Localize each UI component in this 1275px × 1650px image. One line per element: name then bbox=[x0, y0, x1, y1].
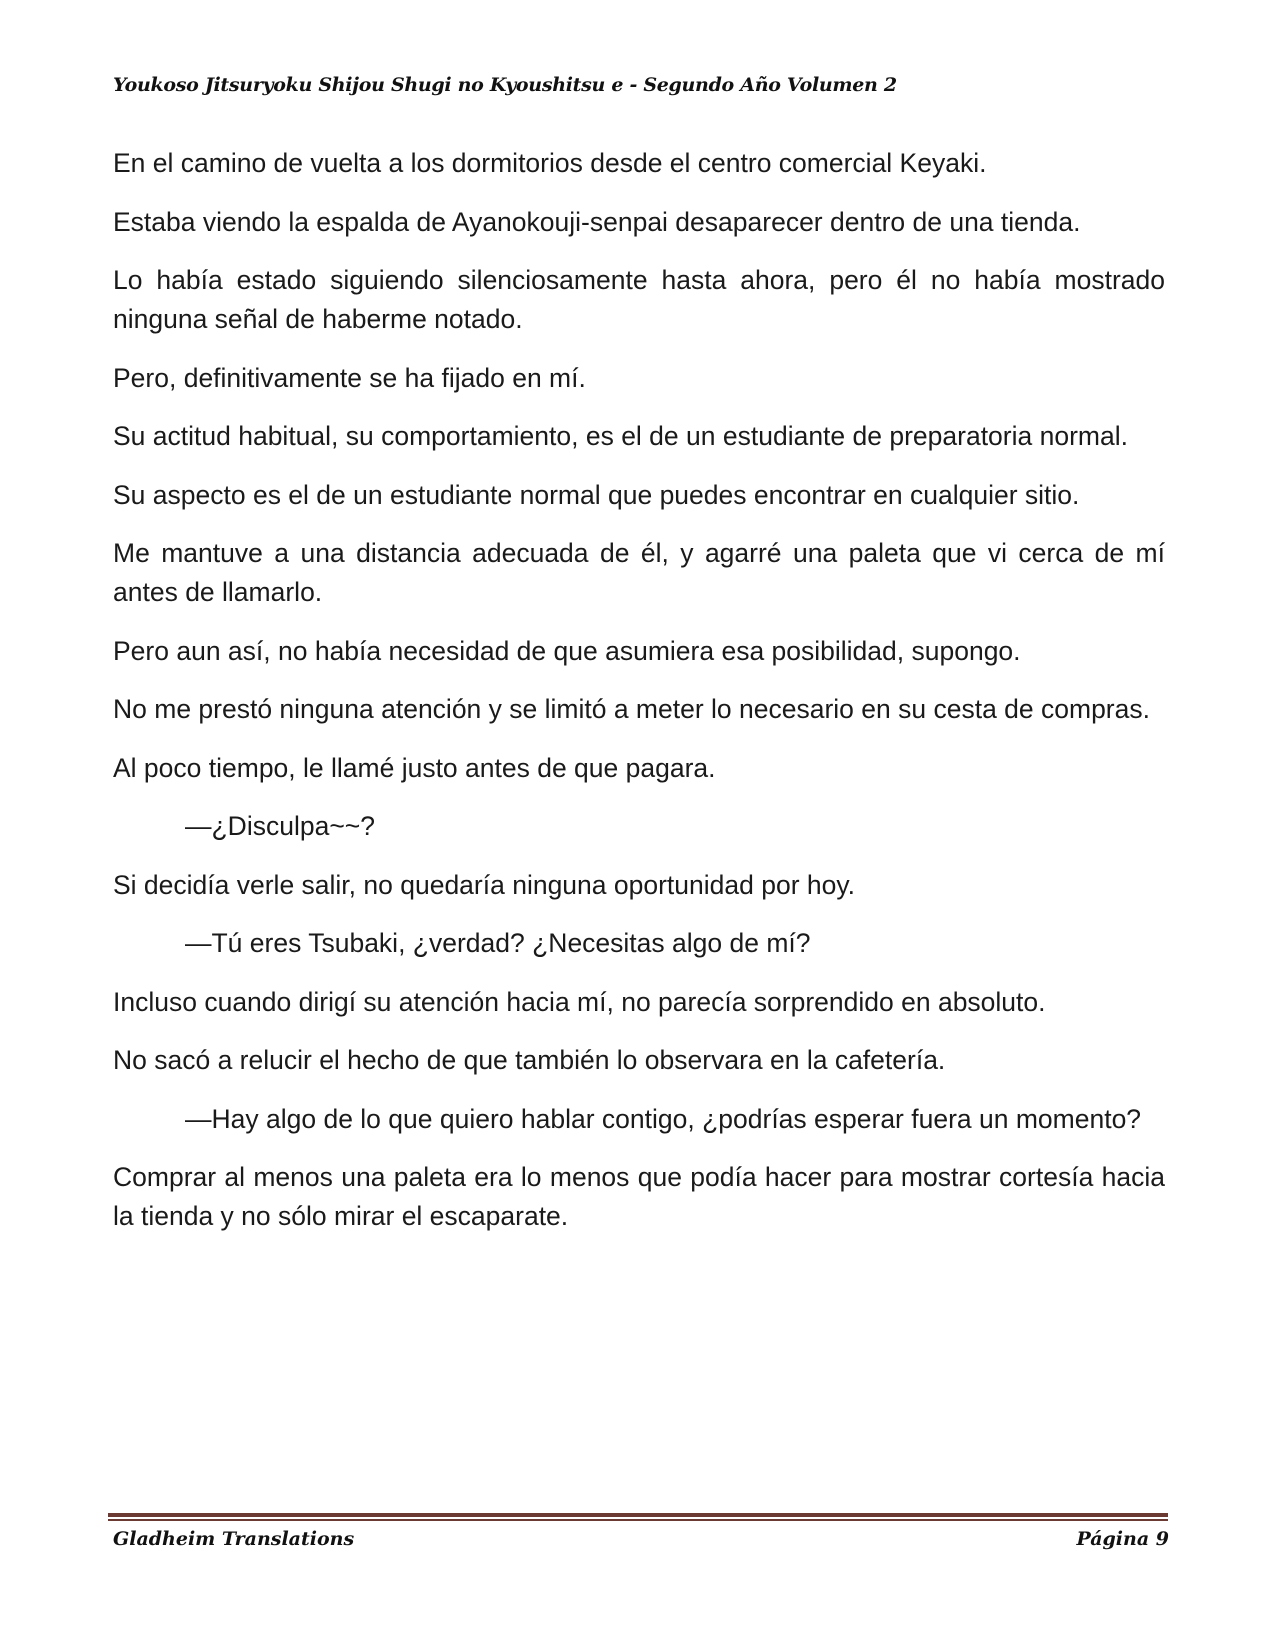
footer-divider-thick-line bbox=[108, 1513, 1168, 1517]
paragraph: Me mantuve a una distancia adecuada de él, y agarré una paleta que vi cerca de mí antes de llamarlo. bbox=[113, 538, 1165, 607]
page-body bbox=[113, 144, 1165, 1256]
dialogue-paragraph: —Hay algo de lo que quiero hablar contigo, ¿podrías esperar fuera un momento? bbox=[185, 1103, 1142, 1134]
paragraph: Su aspecto es el de un estudiante normal que puedes encontrar en cualquier sitio. bbox=[113, 479, 1080, 510]
paragraph: Si decidía verle salir, no quedaría ninguna oportunidad por hoy. bbox=[113, 869, 856, 900]
paragraph: Incluso cuando dirigí su atención hacia mí, no parecía sorprendido en absoluto. bbox=[113, 986, 1046, 1017]
footer-divider-thin-line bbox=[108, 1519, 1168, 1521]
paragraph: Estaba viendo la espalda de Ayanokouji-senpai desaparecer dentro de una tienda. bbox=[113, 206, 1081, 237]
dialogue-paragraph: —¿Disculpa~~? bbox=[185, 811, 376, 841]
paragraph: Pero, definitivamente se ha fijado en mí. bbox=[113, 362, 586, 393]
paragraph: No sacó a relucir el hecho de que también lo observara en la cafetería. bbox=[113, 1045, 946, 1075]
paragraph: Al poco tiempo, le llamé justo antes de que pagara. bbox=[113, 752, 716, 783]
paragraph: Lo había estado siguiendo silenciosamente hasta ahora, pero él no había mostrado ninguna señal de haberme notado. bbox=[113, 265, 1165, 334]
paragraph: Pero aun así, no había necesidad de que asumiera esa posibilidad, supongo. bbox=[113, 635, 1021, 666]
paragraph: Su actitud habitual, su comportamiento, es el de un estudiante de preparatoria normal. bbox=[113, 421, 1128, 451]
footer-page-number: Página 9 bbox=[1076, 1528, 1169, 1550]
footer-publisher: Gladheim Translations bbox=[113, 1528, 355, 1550]
paragraph: En el camino de vuelta a los dormitorios desde el centro comercial Keyaki. bbox=[113, 148, 987, 178]
paragraph: No me prestó ninguna atención y se limitó a meter lo necesario en su cesta de compras. bbox=[113, 694, 1150, 724]
paragraph: Comprar al menos una paleta era lo menos que podía hacer para mostrar cortesía hacia la tienda y no sólo mirar el escaparate. bbox=[113, 1162, 1165, 1231]
footer-divider bbox=[108, 1513, 1168, 1522]
dialogue-paragraph: —Tú eres Tsubaki, ¿verdad? ¿Necesitas algo de mí? bbox=[185, 928, 811, 958]
running-header-title: Youkoso Jitsuryoku Shijou Shugi no Kyoushitsu e - Segundo Año Volumen 2 bbox=[113, 74, 897, 96]
